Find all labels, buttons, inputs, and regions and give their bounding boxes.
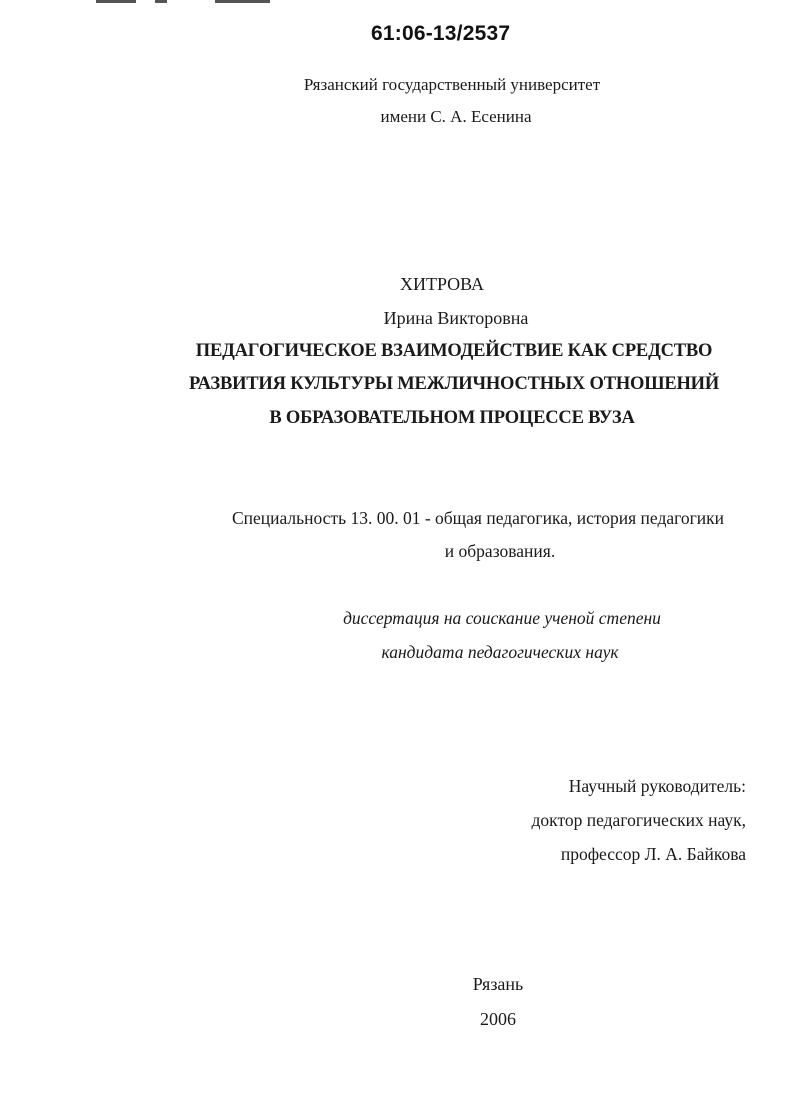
scan-artifact <box>155 0 167 3</box>
university-dedication: имени С. А. Есенина <box>380 107 532 126</box>
scan-artifact <box>96 0 136 3</box>
specialty-line-1: Специальность 13. 00. 01 - общая педагогика, история педагогики <box>231 508 725 528</box>
thesis-title-line-2: РАЗВИТИЯ КУЛЬТУРЫ МЕЖЛИЧНОСТНЫХ ОТНОШЕНИЙ <box>188 374 720 394</box>
thesis-title-line-3: В ОБРАЗОВАТЕЛЬНОМ ПРОЦЕССЕ ВУЗА <box>269 408 635 428</box>
author-surname: ХИТРОВА <box>399 274 485 294</box>
supervisor-name: профессор Л. А. Байкова <box>560 844 746 864</box>
year: 2006 <box>480 1009 516 1029</box>
catalog-code: 61:06-13/2537 <box>371 22 511 45</box>
city: Рязань <box>472 974 524 994</box>
author-given-names: Ирина Викторовна <box>383 308 529 328</box>
scan-artifact <box>215 0 270 3</box>
thesis-title-line-1: ПЕДАГОГИЧЕСКОЕ ВЗАИМОДЕЙСТВИЕ КАК СРЕДСТВО <box>195 341 713 361</box>
dissertation-degree: кандидата педагогических наук <box>381 642 619 662</box>
supervisor-label: Научный руководитель: <box>568 776 746 796</box>
university-name: Рязанский государственный университет <box>303 75 601 94</box>
specialty-line-2: и образования. <box>444 541 556 561</box>
supervisor-degree: доктор педагогических наук, <box>531 810 746 830</box>
dissertation-type: диссертация на соискание ученой степени <box>343 608 661 628</box>
